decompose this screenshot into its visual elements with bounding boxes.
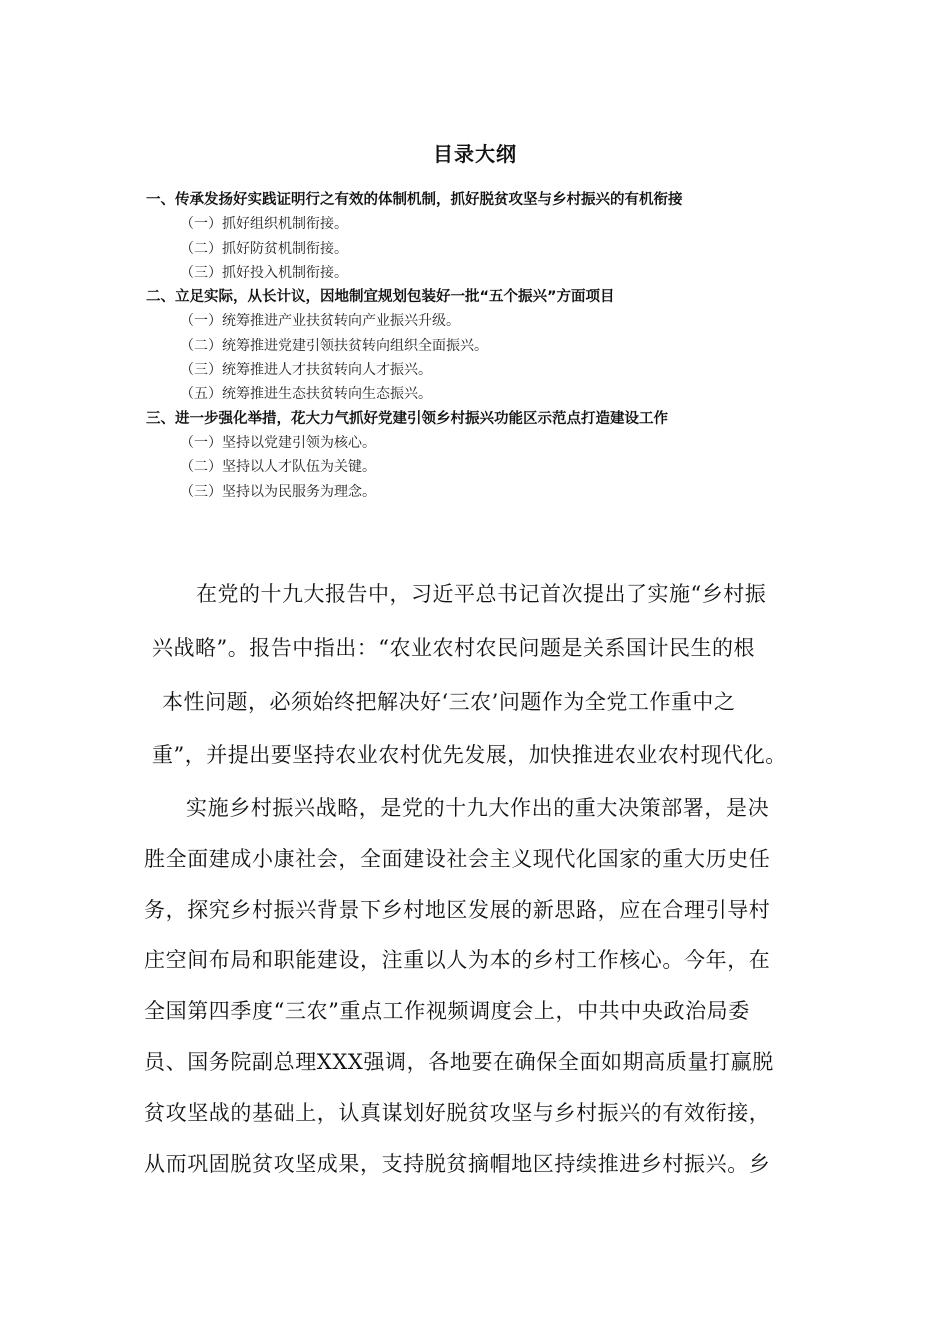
toc-heading: 一、传承发扬好实践证明行之有效的体制机制，抓好脱贫攻坚与乡村振兴的有机衔接 bbox=[146, 192, 683, 208]
toc-item: （三）抓好投入机制衔接。 bbox=[180, 264, 348, 281]
toc-item: （二）抓好防贫机制衔接。 bbox=[180, 240, 348, 257]
toc-item: （一）坚持以党建引领为核心。 bbox=[180, 434, 376, 451]
toc-item: （一）统筹推进产业扶贫转向产业振兴升级。 bbox=[180, 313, 460, 330]
paragraph-line: 兴战略”。报告中指出：“农业农村农民问题是关系国计民生的根 bbox=[152, 636, 755, 660]
toc-item: （一）抓好组织机制衔接。 bbox=[180, 216, 348, 233]
toc-section-3 bbox=[146, 407, 826, 504]
paragraph-line: 本性问题，必须始终把解决好‘三农’问题作为全党工作重中之 bbox=[162, 690, 736, 714]
toc-heading: 三、进一步强化举措，花大力气抓好党建引领乡村振兴功能区示范点打造建设工作 bbox=[146, 410, 668, 427]
paragraph-line: 庄空间布局和职能建设，注重以人为本的乡村工作核心。今年，在 bbox=[144, 948, 771, 972]
paragraph-line: 从而巩固脱贫攻坚成果，支持脱贫摘帽地区持续推进乡村振兴。乡 bbox=[144, 1152, 771, 1176]
toc-item: （二）坚持以人才队伍为关键。 bbox=[180, 459, 376, 476]
toc-item: （三）统筹推进人才扶贫转向人才振兴。 bbox=[180, 362, 432, 379]
paragraph-line: 胜全面建成小康社会，全面建设社会主义现代化国家的重大历史任 bbox=[144, 847, 771, 871]
toc-heading: 二、立足实际，从长计议，因地制宜规划包装好一批“五个振兴”方面项目 bbox=[146, 289, 615, 306]
paragraph-line: 重”，并提出要坚持农业农村优先发展，加快推进农业农村现代化。 bbox=[152, 743, 787, 767]
toc-item: （三）坚持以为民服务为理念。 bbox=[180, 483, 376, 500]
paragraph-line: 贫攻坚战的基础上，认真谋划好脱贫攻坚与乡村振兴的有效衔接， bbox=[144, 1101, 771, 1125]
paragraph-line: 务，探究乡村振兴背景下乡村地区发展的新思路，应在合理引导村 bbox=[144, 898, 771, 922]
paragraph-line: 员、国务院副总理XXX强调，各地要在确保全面如期高质量打赢脱 bbox=[144, 1050, 774, 1074]
toc-item: （五）统筹推进生态扶贫转向生态振兴。 bbox=[180, 386, 432, 403]
toc-item: （二）统筹推进党建引领扶贫转向组织全面振兴。 bbox=[180, 337, 488, 354]
paragraph-line: 实施乡村振兴战略，是党的十九大作出的重大决策部署，是决 bbox=[186, 796, 770, 820]
table-of-contents bbox=[146, 188, 826, 504]
document-title: 目录大纲 bbox=[433, 142, 517, 166]
toc-section-1 bbox=[146, 188, 826, 285]
toc-section-2 bbox=[146, 285, 826, 406]
paragraph-line: 全国第四季度“三农”重点工作视频调度会上，中共中央政治局委 bbox=[144, 999, 750, 1023]
paragraph-line: 在党的十九大报告中，习近平总书记首次提出了实施“乡村振 bbox=[196, 582, 767, 606]
